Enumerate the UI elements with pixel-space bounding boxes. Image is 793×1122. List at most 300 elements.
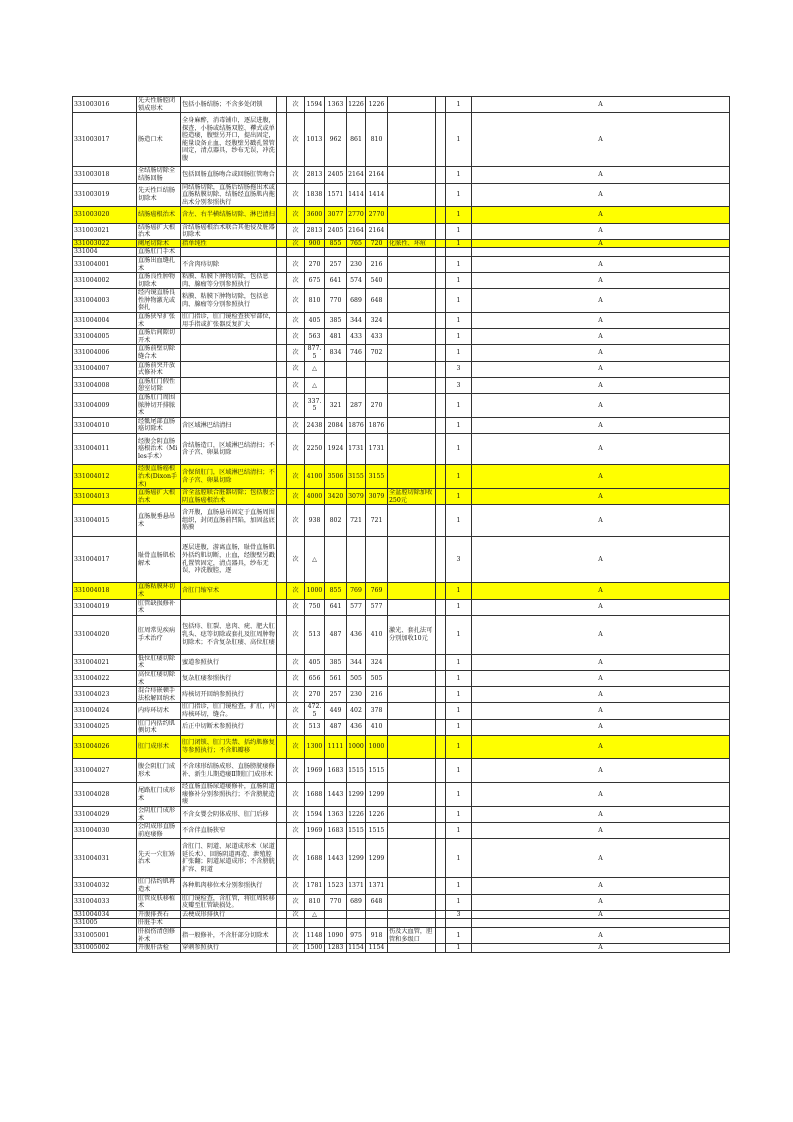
- item-code: 331004007: [73, 361, 137, 377]
- table-row: [73, 735, 730, 759]
- price-tier-3: 287: [347, 394, 366, 418]
- price-tier-2: 2405: [325, 167, 347, 183]
- item-name: 直肠癌扩大根治术: [137, 489, 181, 505]
- price-tier-4: [366, 361, 388, 377]
- price-tier-3: 436: [347, 719, 366, 735]
- blank-cell: [277, 919, 287, 928]
- item-name: 先天一穴肛矫治术: [137, 839, 181, 878]
- price-tier-4: 1371: [366, 878, 388, 894]
- table-row: [73, 113, 730, 167]
- price-tier-3: [347, 248, 366, 257]
- blank-cell: [436, 894, 446, 910]
- blank-cell: [277, 248, 287, 257]
- price-tier-2: 1683: [325, 759, 347, 783]
- price-tier-1: 900: [305, 239, 325, 248]
- price-tier-2: 449: [325, 703, 347, 719]
- blank-cell: [277, 207, 287, 223]
- item-content: [181, 919, 277, 928]
- item-unit: 次: [287, 615, 305, 654]
- item-unit: 次: [287, 183, 305, 207]
- table-row: [73, 289, 730, 313]
- blank-cell: [436, 113, 446, 167]
- item-class: 1: [446, 783, 472, 807]
- blank-cell: [436, 223, 446, 239]
- table-row: [73, 910, 730, 919]
- item-name: 先天性肠腔闭锁成形术: [137, 97, 181, 113]
- item-note: [388, 944, 436, 953]
- blank-cell: [277, 417, 287, 433]
- item-code: 331004006: [73, 345, 137, 361]
- price-tier-1: 1781: [305, 878, 325, 894]
- item-note: [388, 839, 436, 878]
- item-content: 痔核切开回纳参照执行: [181, 687, 277, 703]
- item-note: [388, 329, 436, 345]
- item-name: 直肠肛门周围脓肿切开排脓术: [137, 394, 181, 418]
- price-tier-4: 324: [366, 654, 388, 670]
- item-note: [388, 807, 436, 823]
- price-tier-2: 855: [325, 239, 347, 248]
- price-tier-3: 2770: [347, 207, 366, 223]
- item-unit: 次: [287, 289, 305, 313]
- item-content: [181, 329, 277, 345]
- price-tier-1: 1594: [305, 97, 325, 113]
- item-name: 直肠肛门假性憩室切除: [137, 377, 181, 393]
- price-tier-4: [366, 248, 388, 257]
- price-tier-4: 378: [366, 703, 388, 719]
- price-tier-1: 1013: [305, 113, 325, 167]
- item-content: 肛门镜检查，含肛管，将肛周转移皮瓣至肛管缺损处。: [182, 894, 275, 910]
- price-tier-4: 810: [366, 113, 388, 167]
- item-note: 激光、套扎法可分别加收10元: [388, 615, 436, 654]
- item-note: [388, 417, 436, 433]
- table-row: [73, 823, 730, 839]
- item-note: [388, 167, 436, 183]
- table-row: [73, 536, 730, 583]
- price-tier-2: 2084: [325, 417, 347, 433]
- price-tier-2: 2405: [325, 223, 347, 239]
- item-flag: A: [472, 928, 730, 944]
- item-content: [181, 361, 277, 377]
- price-tier-1: 1594: [305, 807, 325, 823]
- price-tier-3: 689: [347, 894, 366, 910]
- item-flag: [472, 919, 730, 928]
- item-unit: 次: [287, 735, 305, 759]
- blank-cell: [436, 839, 446, 878]
- price-tier-4: 1414: [366, 183, 388, 207]
- price-tier-3: 574: [347, 273, 366, 289]
- table-row: [73, 687, 730, 703]
- item-code: 331004024: [73, 703, 137, 719]
- item-name: 经腹会阴直肠癌根治术（Miles手术）: [137, 434, 181, 465]
- price-tier-1: 1969: [305, 759, 325, 783]
- price-tier-3: 689: [347, 289, 366, 313]
- item-code: 331004002: [73, 273, 137, 289]
- item-unit: [287, 919, 305, 928]
- price-tier-2: 641: [325, 599, 347, 615]
- item-class: 1: [446, 583, 472, 599]
- item-content: 含区域淋巴结清扫: [181, 417, 277, 433]
- item-code: 331004008: [73, 377, 137, 393]
- item-flag: A: [472, 944, 730, 953]
- item-flag: A: [472, 687, 730, 703]
- fee-table: [72, 96, 730, 953]
- price-tier-2: 855: [325, 583, 347, 599]
- item-unit: 次: [287, 465, 305, 489]
- price-tier-2: 257: [325, 687, 347, 703]
- item-code: 331004023: [73, 687, 137, 703]
- item-unit: 次: [287, 256, 305, 272]
- blank-cell: [277, 223, 287, 239]
- item-class: 1: [446, 345, 472, 361]
- blank-cell: [277, 361, 287, 377]
- price-tier-3: 230: [347, 256, 366, 272]
- blank-cell: [277, 97, 287, 113]
- blank-cell: [277, 599, 287, 615]
- item-unit: 次: [287, 687, 305, 703]
- item-code: 331003018: [73, 167, 137, 183]
- item-content: 包括痔、肛裂、息肉、疣、肥大肛乳头、痣等切除或套扎及肛周肿物切除术；不含复杂肛瘘、高位肛瘘: [181, 615, 277, 654]
- item-name: 直肠良性肿物切除术: [137, 273, 181, 289]
- item-unit: 次: [287, 505, 305, 536]
- table-row: [73, 273, 730, 289]
- price-tier-3: 3079: [347, 489, 366, 505]
- item-note: [388, 113, 436, 167]
- table-row: [73, 345, 730, 361]
- blank-cell: [277, 687, 287, 703]
- item-class: 1: [446, 599, 472, 615]
- price-tier-2: 1443: [325, 839, 347, 878]
- blank-cell: [436, 944, 446, 953]
- item-flag: A: [472, 377, 730, 393]
- blank-cell: [277, 703, 287, 719]
- price-tier-2: 487: [325, 719, 347, 735]
- item-code: 331004015: [73, 505, 137, 536]
- item-name: 结肠癌扩大根治术: [137, 223, 181, 239]
- item-unit: 次: [287, 113, 305, 167]
- item-flag: A: [472, 615, 730, 654]
- blank-cell: [277, 289, 287, 313]
- price-tier-2: 481: [325, 329, 347, 345]
- table-row: [73, 878, 730, 894]
- item-class: [446, 919, 472, 928]
- price-tier-3: 230: [347, 687, 366, 703]
- price-tier-2: 385: [325, 313, 347, 329]
- price-tier-2: 770: [325, 289, 347, 313]
- item-name: 尾路肛门成形术: [137, 783, 181, 807]
- item-class: 1: [446, 417, 472, 433]
- blank-cell: [277, 783, 287, 807]
- item-unit: 次: [287, 670, 305, 686]
- item-note: [388, 289, 436, 313]
- blank-cell: [277, 167, 287, 183]
- price-tier-3: [347, 919, 366, 928]
- table-row: [73, 248, 730, 257]
- item-content: 肛门闭锁、肛门失禁、括约肌修复等参照执行；不含肌瓣移: [181, 735, 277, 759]
- item-content: 含结肠造口，区域淋巴结清扫；不含子宫、卵巢切除: [181, 434, 277, 465]
- item-content: 不含伴直肠狭窄: [181, 823, 277, 839]
- item-code: 331004027: [73, 759, 137, 783]
- item-name: 高位肛瘘切除术: [137, 670, 181, 686]
- price-tier-3: 1226: [347, 97, 366, 113]
- blank-cell: [436, 735, 446, 759]
- item-name: 肛周常见疾病手术治疗: [137, 615, 181, 654]
- item-flag: A: [472, 823, 730, 839]
- item-unit: 次: [287, 434, 305, 465]
- blank-cell: [277, 505, 287, 536]
- price-tier-4: [366, 919, 388, 928]
- item-content: 含保留肛门，区域淋巴结清扫；不含子宫、卵巢切除: [181, 465, 277, 489]
- item-flag: A: [472, 345, 730, 361]
- item-content: 不含肉痔切除: [181, 256, 277, 272]
- item-name: 会阴成形直肠前庭瘘修: [137, 823, 181, 839]
- item-code: 331005002: [73, 944, 137, 953]
- item-content: 粘膜、粘膜下肿物切除，包括息肉、腺瘤等分别参照执行: [181, 289, 277, 313]
- blank-cell: [436, 823, 446, 839]
- blank-cell: [277, 615, 287, 654]
- item-note: [388, 505, 436, 536]
- price-tier-2: 1523: [325, 878, 347, 894]
- item-content: 含肛门、阴道、尿道成形术（尿道延长术）、回肠阴道再造、泄殖腔扩张翻；阴道尿道成形；不含膀胱扩容、阴道: [181, 839, 277, 878]
- table-row: [73, 615, 730, 654]
- table-row: [73, 654, 730, 670]
- price-tier-1: 656: [305, 670, 325, 686]
- item-unit: 次: [287, 345, 305, 361]
- item-flag: A: [472, 434, 730, 465]
- item-content: [181, 345, 277, 361]
- item-unit: 次: [287, 654, 305, 670]
- price-tier-4: 702: [366, 345, 388, 361]
- price-tier-1: 810: [305, 894, 325, 910]
- item-code: 331004003: [73, 289, 137, 313]
- item-flag: A: [472, 167, 730, 183]
- item-unit: 次: [287, 489, 305, 505]
- item-class: 1: [446, 807, 472, 823]
- item-unit: 次: [287, 273, 305, 289]
- item-unit: 次: [287, 703, 305, 719]
- price-tier-2: [325, 536, 347, 583]
- item-code: 331004005: [73, 329, 137, 345]
- table-row: [73, 361, 730, 377]
- blank-cell: [277, 894, 287, 910]
- blank-cell: [436, 489, 446, 505]
- price-tier-1: 1688: [305, 783, 325, 807]
- item-note: [388, 183, 436, 207]
- item-unit: 次: [287, 377, 305, 393]
- price-tier-3: 3155: [347, 465, 366, 489]
- item-content: [181, 377, 277, 393]
- item-content: 含左、右半横结肠切除、淋巴清扫: [181, 207, 277, 223]
- item-class: 1: [446, 489, 472, 505]
- item-unit: [287, 248, 305, 257]
- item-flag: A: [472, 599, 730, 615]
- price-tier-4: 3155: [366, 465, 388, 489]
- blank-cell: [436, 599, 446, 615]
- item-flag: A: [472, 505, 730, 536]
- blank-cell: [277, 839, 287, 878]
- price-tier-4: 540: [366, 273, 388, 289]
- price-tier-1: 2813: [305, 223, 325, 239]
- item-content: 肛门指诊，肛门镜检查，扩肛，内痔核环切，缝合。: [182, 703, 275, 718]
- price-tier-3: [347, 377, 366, 393]
- item-class: 1: [446, 273, 472, 289]
- item-content: 全身麻醉，消毒铺巾，逐层进腹，探查，小肠或结肠双腔、襻式或单腔造瘘，腹壁另开口，提出固定，能量设备止血，经腹壁另戳孔置管固定，清点器具，纱布无误，冲洗腹: [181, 113, 277, 167]
- price-tier-2: 3420: [325, 489, 347, 505]
- price-tier-4: 505: [366, 670, 388, 686]
- item-flag: A: [472, 759, 730, 783]
- item-note: [388, 248, 436, 257]
- item-content: 同结肠切除，直肠后结肠拖出术或直肠粘膜切除、结肠经直肠肌内拖出术分别参照执行: [182, 183, 275, 206]
- blank-cell: [277, 944, 287, 953]
- price-tier-3: [347, 361, 366, 377]
- item-note: [388, 434, 436, 465]
- price-tier-1: 675: [305, 273, 325, 289]
- item-class: 1: [446, 615, 472, 654]
- item-flag: A: [472, 113, 730, 167]
- price-tier-1: 750: [305, 599, 325, 615]
- item-unit: 次: [287, 313, 305, 329]
- item-name: 直肠脱垂悬吊术: [137, 505, 181, 536]
- price-tier-2: 385: [325, 654, 347, 670]
- item-note: [388, 910, 436, 919]
- price-tier-4: 1299: [366, 783, 388, 807]
- price-tier-3: 1154: [348, 944, 364, 952]
- item-flag: A: [472, 703, 730, 719]
- price-tier-2: [325, 910, 347, 919]
- price-tier-4: [366, 377, 388, 393]
- blank-cell: [436, 256, 446, 272]
- item-class: 3: [446, 377, 472, 393]
- item-name: 直肠前突开放式修补术: [137, 361, 181, 377]
- item-name: 肝脏手术: [137, 919, 181, 928]
- item-note: [388, 894, 436, 910]
- item-unit: 次: [287, 207, 305, 223]
- table-row: [73, 183, 730, 207]
- item-note: [388, 394, 436, 418]
- table-row: [73, 759, 730, 783]
- item-code: 331004: [73, 248, 137, 257]
- item-code: 331003016: [73, 97, 137, 113]
- blank-cell: [436, 329, 446, 345]
- price-tier-4: 721: [366, 505, 388, 536]
- item-note: [388, 599, 436, 615]
- blank-cell: [277, 583, 287, 599]
- item-flag: A: [472, 313, 730, 329]
- item-class: 1: [446, 465, 472, 489]
- price-tier-3: 1299: [347, 783, 366, 807]
- table-row: [73, 489, 730, 505]
- price-tier-1: [305, 919, 325, 928]
- price-tier-4: 1515: [366, 823, 388, 839]
- price-tier-4: 1876: [366, 417, 388, 433]
- item-code: 331004018: [73, 583, 137, 599]
- item-content: [181, 248, 277, 257]
- price-tier-1: 938: [305, 505, 325, 536]
- price-tier-1: 563: [305, 329, 325, 345]
- price-tier-3: 1371: [347, 878, 366, 894]
- price-tier-3: 1515: [347, 759, 366, 783]
- item-content: 蜜道参照执行: [181, 654, 277, 670]
- item-unit: 次: [287, 878, 305, 894]
- price-tier-3: 975: [347, 928, 366, 944]
- item-class: 1: [446, 289, 472, 313]
- table-row: [73, 505, 730, 536]
- table-row: [73, 329, 730, 345]
- item-unit: 次: [287, 417, 305, 433]
- item-class: 3: [446, 536, 472, 583]
- price-tier-4: 270: [366, 394, 388, 418]
- blank-cell: [277, 719, 287, 735]
- item-class: 1: [446, 654, 472, 670]
- price-tier-2: 487: [325, 615, 347, 654]
- price-tier-1: 2438: [305, 417, 325, 433]
- blank-cell: [436, 289, 446, 313]
- price-tier-2: [325, 377, 347, 393]
- item-flag: A: [472, 489, 730, 505]
- item-class: 1: [446, 313, 472, 329]
- item-flag: A: [472, 910, 730, 919]
- price-tier-2: 1683: [325, 823, 347, 839]
- price-tier-4: 769: [366, 583, 388, 599]
- price-tier-3: 861: [347, 113, 366, 167]
- blank-cell: [436, 536, 446, 583]
- price-tier-4: 577: [366, 599, 388, 615]
- item-flag: A: [472, 670, 730, 686]
- price-tier-4: 1226: [366, 807, 388, 823]
- price-tier-4: 1731: [366, 434, 388, 465]
- price-tier-1: 513: [305, 719, 325, 735]
- blank-cell: [436, 878, 446, 894]
- item-content: 肛门指诊，肛门镜检查狭窄部位，用手指或扩张器反复扩大: [182, 313, 275, 328]
- item-code: 331004032: [73, 878, 137, 894]
- item-unit: 次: [287, 167, 305, 183]
- item-content: 指单纯性: [181, 239, 277, 248]
- price-tier-4: 3079: [366, 489, 388, 505]
- price-tier-1: 1838: [305, 183, 325, 207]
- item-flag: A: [472, 394, 730, 418]
- item-name: 肛门成形术: [137, 735, 181, 759]
- blank-cell: [436, 183, 446, 207]
- blank-cell: [277, 345, 287, 361]
- price-tier-1: 4000: [305, 489, 325, 505]
- blank-cell: [277, 928, 287, 944]
- item-code: 331004022: [73, 670, 137, 686]
- item-class: 1: [446, 97, 472, 113]
- price-tier-3: 1414: [347, 183, 366, 207]
- price-tier-1: 4100: [305, 465, 325, 489]
- item-content: 含开腹，直肠悬吊固定于直肠周围组织，封闭直肠前凹陷，加固盆底筋膜: [181, 505, 277, 536]
- item-code: 331004019: [73, 599, 137, 615]
- item-content: 去梗成形排执行: [181, 910, 277, 919]
- item-unit: 次: [287, 910, 305, 919]
- blank-cell: [277, 807, 287, 823]
- blank-cell: [277, 377, 287, 393]
- item-content: 复杂肛瘘参照执行: [181, 670, 277, 686]
- price-tier-1: 405: [305, 313, 325, 329]
- table-row: [73, 919, 730, 928]
- item-note: 化脓性、坏疽: [388, 239, 436, 248]
- table-row: [73, 256, 730, 272]
- price-tier-1: 472.5: [305, 703, 325, 719]
- table-row: [73, 239, 730, 248]
- item-unit: 次: [287, 223, 305, 239]
- item-code: 331004012: [73, 465, 137, 489]
- price-tier-1: 810: [305, 289, 325, 313]
- item-code: 331004017: [73, 536, 137, 583]
- price-tier-2: [325, 248, 347, 257]
- price-tier-2: 561: [325, 670, 347, 686]
- item-code: 331004004: [73, 313, 137, 329]
- table-row: [73, 783, 730, 807]
